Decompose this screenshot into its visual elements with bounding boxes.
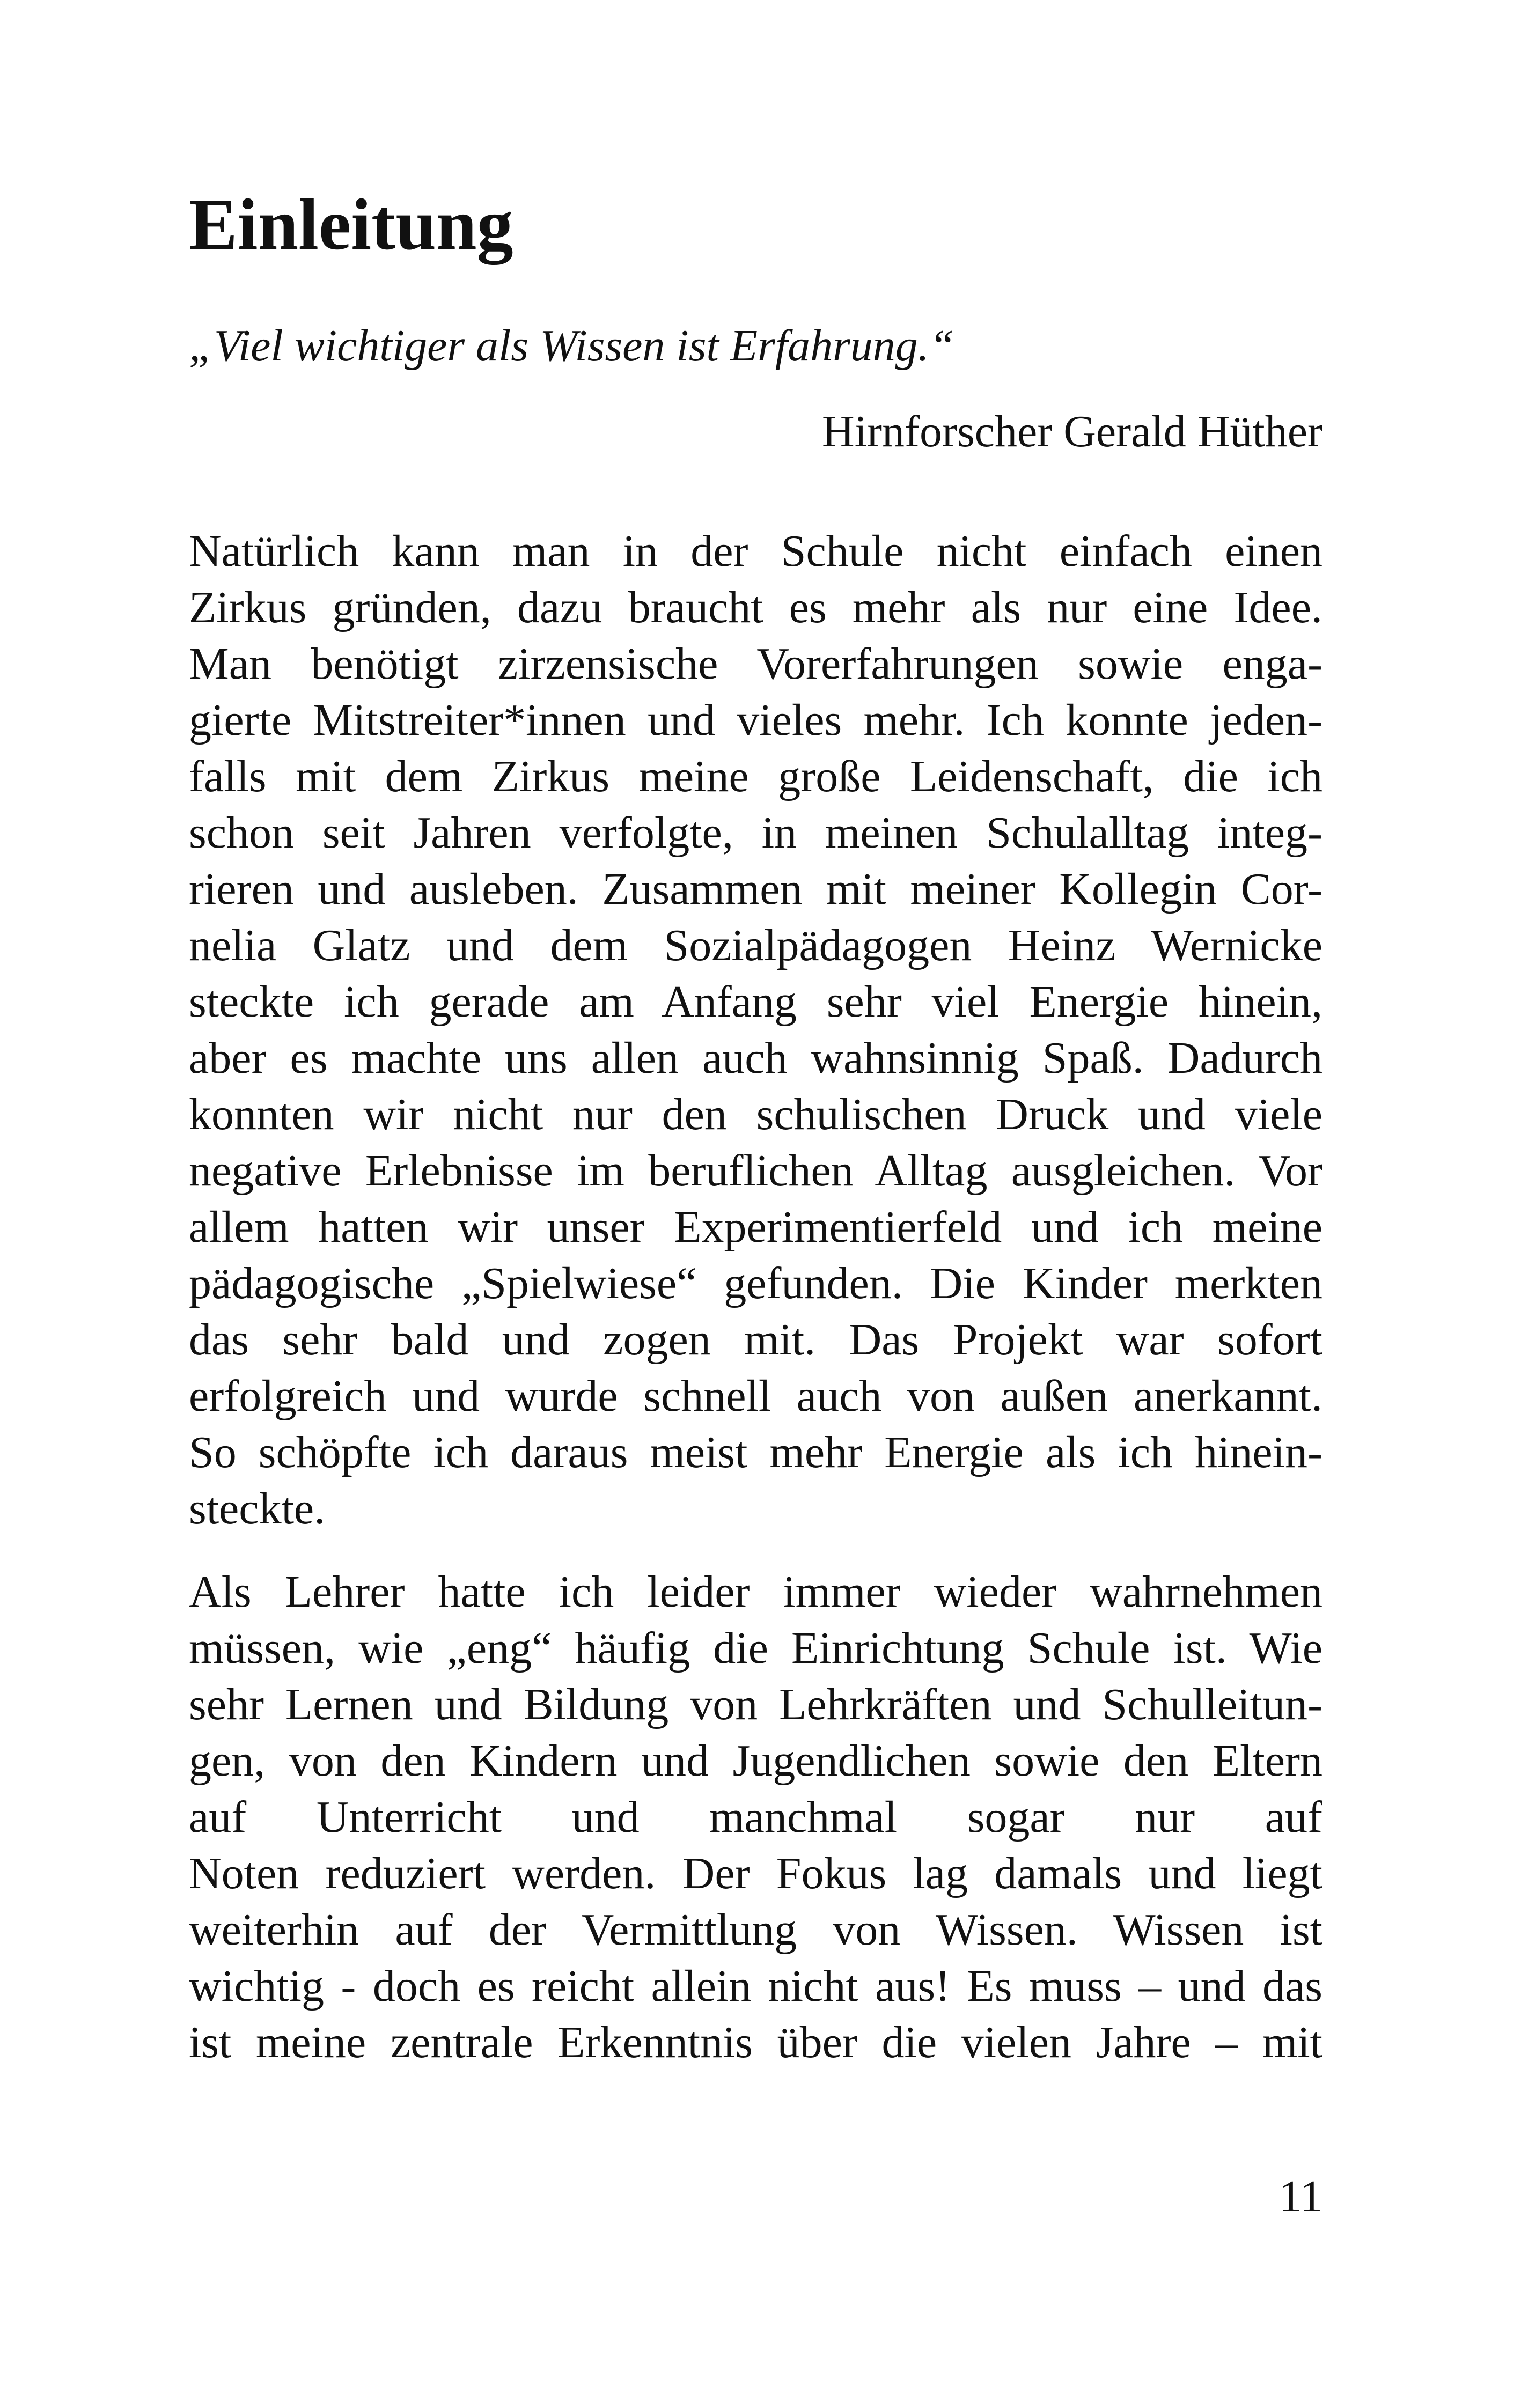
text-line: das sehr bald und zogen mit. Das Projekt war sofort [189, 1315, 1322, 1365]
text-line: konnten wir nicht nur den schulischen Druck und viele [189, 1089, 1322, 1139]
text-line: So schöpfte ich daraus meist mehr Energie als ich hinein- [189, 1427, 1322, 1477]
text-line: ist meine zentrale Erkenntnis über die vielen Jahre – mit [189, 2017, 1322, 2067]
text-line: Noten reduziert werden. Der Fokus lag damals und liegt [189, 1849, 1322, 1898]
text-line: sehr Lernen und Bildung von Lehrkräften und Schulleitun- [189, 1680, 1322, 1729]
text-line: allem hatten wir unser Experimentierfeld und ich meine [189, 1202, 1322, 1252]
body-paragraph-1 [189, 523, 1322, 1537]
text-line: auf Unterricht und manchmal sogar nur auf [189, 1792, 1322, 1842]
text-line: weiterhin auf der Vermittlung von Wissen. Wissen ist [189, 1905, 1322, 1955]
text-line: gierte Mitstreiter*innen und vieles mehr. Ich konnte jeden- [189, 695, 1322, 745]
text-line: gen, von den Kindern und Jugendlichen sowie den Eltern [189, 1736, 1322, 1786]
text-line: erfolgreich und wurde schnell auch von außen anerkannt. [189, 1371, 1322, 1421]
text-line: rieren und ausleben. Zusammen mit meiner Kollegin Cor- [189, 864, 1322, 914]
epigraph-quote: „Viel wichtiger als Wissen ist Erfahrung.“ [189, 321, 954, 371]
text-line: Zirkus gründen, dazu braucht es mehr als nur eine Idee. [189, 583, 1322, 632]
text-line: negative Erlebnisse im beruflichen Alltag ausgleichen. Vor [189, 1146, 1322, 1196]
text-line: wichtig - doch es reicht allein nicht aus! Es muss – und das [189, 1961, 1322, 2011]
text-line: Natürlich kann man in der Schule nicht einfach einen [189, 526, 1322, 576]
page-number: 11 [1279, 2171, 1322, 2221]
text-line: Als Lehrer hatte ich leider immer wieder wahrnehmen [189, 1567, 1322, 1617]
epigraph-author: Hirnforscher Gerald Hüther [822, 407, 1322, 456]
chapter-title: Einleitung [189, 185, 513, 265]
text-line: schon seit Jahren verfolgte, in meinen Schulalltag integ- [189, 808, 1322, 858]
text-line: steckte ich gerade am Anfang sehr viel Energie hinein, [189, 977, 1322, 1027]
body-paragraph-2 [189, 1564, 1322, 2071]
text-line: nelia Glatz und dem Sozialpädagogen Heinz Wernicke [189, 921, 1322, 970]
text-line: falls mit dem Zirkus meine große Leidenschaft, die ich [189, 752, 1322, 801]
text-line: Man benötigt zirzensische Vorerfahrungen sowie enga- [189, 639, 1322, 689]
text-line: müssen, wie „eng“ häufig die Einrichtung Schule ist. Wie [189, 1623, 1322, 1673]
text-line: pädagogische „Spielwiese“ gefunden. Die Kinder merkten [189, 1258, 1322, 1308]
text-line: steckte. [189, 1484, 326, 1534]
text-line: aber es machte uns allen auch wahnsinnig Spaß. Dadurch [189, 1033, 1322, 1083]
